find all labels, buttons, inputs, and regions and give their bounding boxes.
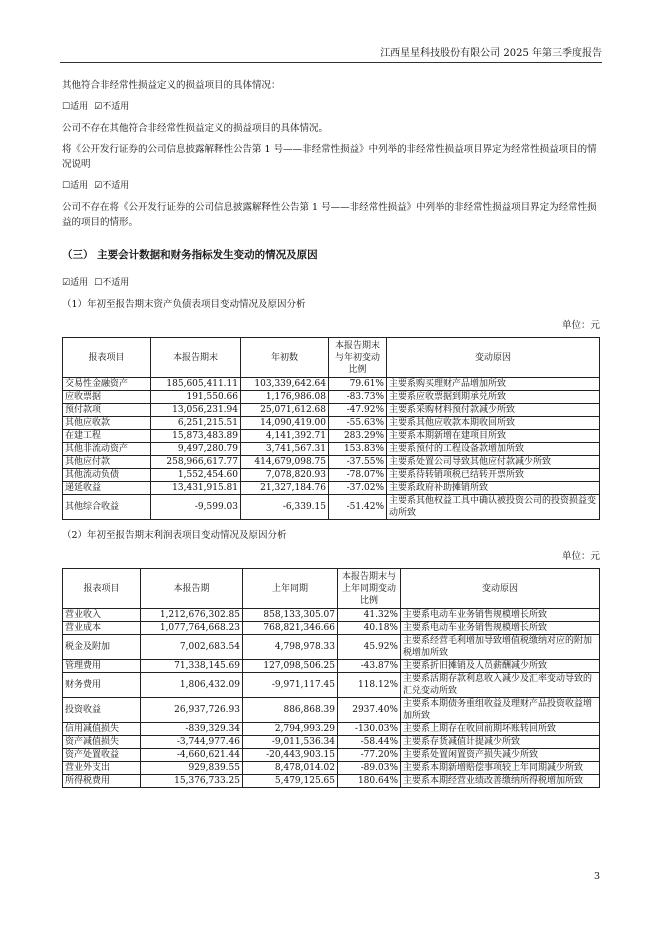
current-value: 185,605,411.11 bbox=[151, 378, 241, 391]
change-reason: 主要系政府补助摊销所致 bbox=[387, 482, 600, 495]
row-label: 其他综合收益 bbox=[63, 495, 151, 520]
row-label: 营业成本 bbox=[63, 622, 141, 635]
prior-value: 5,479,125.65 bbox=[243, 775, 338, 788]
table-row bbox=[63, 749, 600, 762]
col-header: 本报告期末 bbox=[151, 338, 241, 378]
change-reason: 主要系待转销项税已结转开票所致 bbox=[387, 469, 600, 482]
prior-value: 886,868.39 bbox=[243, 698, 338, 723]
change-reason: 主要系本期债务重组收益及理财产品投资收益增加所致 bbox=[401, 698, 600, 723]
header-divider bbox=[60, 62, 602, 63]
change-ratio: 2937.40% bbox=[338, 698, 401, 723]
row-label: 资产处置收益 bbox=[63, 749, 141, 762]
table-row bbox=[63, 609, 600, 622]
row-label: 在建工程 bbox=[63, 430, 151, 443]
unit-label: 单位：元 bbox=[561, 320, 600, 331]
change-reason: 主要系其他权益工具中确认被投资公司的投资损益变动所致 bbox=[387, 495, 600, 520]
table-row bbox=[63, 736, 600, 749]
current-value: 1,077,764,668.23 bbox=[141, 622, 243, 635]
current-value: 7,002,683.54 bbox=[141, 635, 243, 660]
table-row bbox=[63, 698, 600, 723]
col-header: 本报告期 bbox=[141, 569, 243, 609]
paragraph-no-other-items: 公司不存在其他符合非经常性损益定义的损益项目的具体情况。 bbox=[62, 123, 329, 134]
paragraph-other-items: 其他符合非经常性损益定义的损益项目的具体情况： bbox=[62, 80, 281, 91]
current-value: 258,966,617.77 bbox=[151, 456, 241, 469]
change-ratio: -83.73% bbox=[329, 391, 387, 404]
current-value: -4,660,621.44 bbox=[141, 749, 243, 762]
current-value: 1,806,432.09 bbox=[141, 673, 243, 698]
change-reason: 主要系活期存款利息收入减少及汇率变动导致的汇兑变动所致 bbox=[401, 673, 600, 698]
balance-sheet-table bbox=[62, 337, 600, 520]
change-reason: 主要系本期新增赔偿事项较上年同期减少所致 bbox=[401, 762, 600, 775]
row-label: 其他流动负债 bbox=[63, 469, 151, 482]
row-label: 信用减值损失 bbox=[63, 723, 141, 736]
prior-value: -6,339.15 bbox=[241, 495, 329, 520]
change-ratio: -37.55% bbox=[329, 456, 387, 469]
table-row bbox=[63, 723, 600, 736]
table-row bbox=[63, 622, 600, 635]
change-ratio: -55.63% bbox=[329, 417, 387, 430]
change-ratio: -78.07% bbox=[329, 469, 387, 482]
change-ratio: 118.12% bbox=[338, 673, 401, 698]
prior-value: -20,443,903.15 bbox=[243, 749, 338, 762]
page-number: 3 bbox=[593, 871, 600, 882]
current-value: -9,599.03 bbox=[151, 495, 241, 520]
col-header: 报表项目 bbox=[63, 338, 151, 378]
change-ratio: -43.87% bbox=[338, 660, 401, 673]
change-reason: 主要系折旧摊销及人员薪酬减少所致 bbox=[401, 660, 600, 673]
row-label: 所得税费用 bbox=[63, 775, 141, 788]
prior-value: 414,679,098.75 bbox=[241, 456, 329, 469]
row-label: 营业外支出 bbox=[63, 762, 141, 775]
row-label: 预付款项 bbox=[63, 404, 151, 417]
table-row bbox=[63, 482, 600, 495]
applicable-checked: ☑适用 bbox=[62, 278, 89, 288]
change-reason: 主要系购买理财产品增加所致 bbox=[387, 378, 600, 391]
prior-value: 25,071,612.68 bbox=[241, 404, 329, 417]
change-ratio: 283.29% bbox=[329, 430, 387, 443]
table-row bbox=[63, 660, 600, 673]
prior-value: 4,798,978.33 bbox=[243, 635, 338, 660]
paragraph-no-reclass: 公司不存在将《公开发行证券的公司信息披露解释性公告第 1 号——非经常性损益》中列举的非经常性损益项目界定为经常性损益的项目的情形。 bbox=[62, 202, 597, 228]
row-label: 其他非流动资产 bbox=[63, 443, 151, 456]
prior-value: 127,098,506.25 bbox=[243, 660, 338, 673]
row-label: 税金及附加 bbox=[63, 635, 141, 660]
col-header: 变动原因 bbox=[387, 338, 600, 378]
current-value: 1,212,676,302.85 bbox=[141, 609, 243, 622]
subsection-balance-sheet: （1）年初至报告期末资产负债表项目变动情况及原因分析 bbox=[62, 299, 306, 310]
not-applicable-unchecked: ☐适用 bbox=[62, 102, 89, 112]
col-header: 报表项目 bbox=[63, 569, 141, 609]
change-ratio: 41.32% bbox=[338, 609, 401, 622]
current-value: -839,329.34 bbox=[141, 723, 243, 736]
current-value: 26,937,726.93 bbox=[141, 698, 243, 723]
prior-value: 21,327,184.76 bbox=[241, 482, 329, 495]
change-reason: 主要系经营毛利增加导致增值税缴纳对应的附加税增加所致 bbox=[401, 635, 600, 660]
prior-value: 7,078,820.93 bbox=[241, 469, 329, 482]
change-reason: 主要系其他应收款本期收回所致 bbox=[387, 417, 600, 430]
row-label: 其他应付款 bbox=[63, 456, 151, 469]
prior-value: 1,176,986.08 bbox=[241, 391, 329, 404]
page-header: 江西星星科技股份有限公司 2025 年第三季度报告 bbox=[380, 48, 602, 59]
prior-value: -9,971,117.45 bbox=[243, 673, 338, 698]
current-value: 13,431,915.81 bbox=[151, 482, 241, 495]
prior-value: 858,133,305.07 bbox=[243, 609, 338, 622]
row-label: 投资收益 bbox=[63, 698, 141, 723]
table-row bbox=[63, 495, 600, 520]
col-header: 本报告期末与年初变动比例 bbox=[329, 338, 387, 378]
table-row bbox=[63, 775, 600, 788]
row-label: 管理费用 bbox=[63, 660, 141, 673]
paragraph-reclass-explanation: 将《公开发行证券的公司信息披露解释性公告第 1 号——非经常性损益》中列举的非经常性损益项目界定为经常性损益项目的情况说明 bbox=[62, 144, 597, 170]
change-ratio: -77.20% bbox=[338, 749, 401, 762]
table-row bbox=[63, 417, 600, 430]
section-applicability bbox=[62, 275, 600, 291]
document-body bbox=[62, 78, 600, 788]
table-row bbox=[63, 404, 600, 417]
subsection-income-statement: （2）年初至报告期末利润表项目变动情况及原因分析 bbox=[62, 530, 287, 541]
change-reason: 主要系存货减值计提减少所致 bbox=[401, 736, 600, 749]
table-row bbox=[63, 430, 600, 443]
col-header: 本报告期末与上年同期变动比例 bbox=[338, 569, 401, 609]
table-row bbox=[63, 391, 600, 404]
section-title: （三） 主要会计数据和财务指标发生变动的情况及原因 bbox=[62, 249, 318, 261]
table-row bbox=[63, 469, 600, 482]
income-statement-table bbox=[62, 568, 600, 788]
current-value: 13,056,231.94 bbox=[151, 404, 241, 417]
unit-label: 单位：元 bbox=[561, 551, 600, 562]
applicability-checkbox-1 bbox=[62, 99, 600, 115]
table-row bbox=[63, 635, 600, 660]
table-row bbox=[63, 762, 600, 775]
current-value: 15,873,483.89 bbox=[151, 430, 241, 443]
current-value: 6,251,215.51 bbox=[151, 417, 241, 430]
change-ratio: 180.64% bbox=[338, 775, 401, 788]
change-reason: 主要系处置公司导致其他应付款减少所致 bbox=[387, 456, 600, 469]
prior-value: 768,821,346.66 bbox=[243, 622, 338, 635]
row-label: 应收票据 bbox=[63, 391, 151, 404]
table-row bbox=[63, 378, 600, 391]
change-reason: 主要系处置闲置资产损失减少所致 bbox=[401, 749, 600, 762]
prior-value: 103,339,642.64 bbox=[241, 378, 329, 391]
col-header: 年初数 bbox=[241, 338, 329, 378]
change-reason: 主要系电动车业务销售规模增长所致 bbox=[401, 609, 600, 622]
change-ratio: -51.42% bbox=[329, 495, 387, 520]
row-label: 财务费用 bbox=[63, 673, 141, 698]
applicable-unchecked: ☐适用 bbox=[62, 181, 89, 191]
current-value: -3,744,977.46 bbox=[141, 736, 243, 749]
not-applicable-unchecked: ☐不适用 bbox=[94, 278, 130, 288]
row-label: 交易性金融资产 bbox=[63, 378, 151, 391]
row-label: 营业收入 bbox=[63, 609, 141, 622]
row-label: 递延收益 bbox=[63, 482, 151, 495]
table-header-row bbox=[63, 569, 600, 609]
applicability-checkbox-2 bbox=[62, 178, 600, 194]
not-applicable-checked: ☑不适用 bbox=[94, 102, 130, 112]
current-value: 191,550.66 bbox=[151, 391, 241, 404]
row-label: 资产减值损失 bbox=[63, 736, 141, 749]
change-ratio: -37.02% bbox=[329, 482, 387, 495]
change-reason: 主要系本期经营业绩改善缴纳所得税增加所致 bbox=[401, 775, 600, 788]
change-reason: 主要系应收票据到期承兑所致 bbox=[387, 391, 600, 404]
current-value: 1,552,454.60 bbox=[151, 469, 241, 482]
col-header: 上年同期 bbox=[243, 569, 338, 609]
change-reason: 主要系电动车业务销售规模增长所致 bbox=[401, 622, 600, 635]
change-ratio: -58.44% bbox=[338, 736, 401, 749]
change-reason: 主要系本期新增在建项目所致 bbox=[387, 430, 600, 443]
table-header-row bbox=[63, 338, 600, 378]
table-row bbox=[63, 673, 600, 698]
change-ratio: -130.03% bbox=[338, 723, 401, 736]
prior-value: 2,794,993.29 bbox=[243, 723, 338, 736]
change-ratio: -89.03% bbox=[338, 762, 401, 775]
prior-value: 8,478,014.02 bbox=[243, 762, 338, 775]
col-header: 变动原因 bbox=[401, 569, 600, 609]
change-ratio: 79.61% bbox=[329, 378, 387, 391]
table-row bbox=[63, 456, 600, 469]
change-ratio: 45.92% bbox=[338, 635, 401, 660]
current-value: 929,839.55 bbox=[141, 762, 243, 775]
change-ratio: 40.18% bbox=[338, 622, 401, 635]
table-row bbox=[63, 443, 600, 456]
prior-value: -9,011,536.34 bbox=[243, 736, 338, 749]
current-value: 9,497,280.79 bbox=[151, 443, 241, 456]
prior-value: 14,090,419.00 bbox=[241, 417, 329, 430]
current-value: 71,338,145.69 bbox=[141, 660, 243, 673]
change-ratio: 153.83% bbox=[329, 443, 387, 456]
row-label: 其他应收款 bbox=[63, 417, 151, 430]
not-applicable-checked: ☑不适用 bbox=[94, 181, 130, 191]
current-value: 15,376,733.25 bbox=[141, 775, 243, 788]
prior-value: 3,741,567.31 bbox=[241, 443, 329, 456]
change-reason: 主要系预付的工程设备款增加所致 bbox=[387, 443, 600, 456]
change-reason: 主要系采购材料预付款减少所致 bbox=[387, 404, 600, 417]
change-ratio: -47.92% bbox=[329, 404, 387, 417]
prior-value: 4,141,392.71 bbox=[241, 430, 329, 443]
change-reason: 主要系上期存在收回前期坏账转回所致 bbox=[401, 723, 600, 736]
